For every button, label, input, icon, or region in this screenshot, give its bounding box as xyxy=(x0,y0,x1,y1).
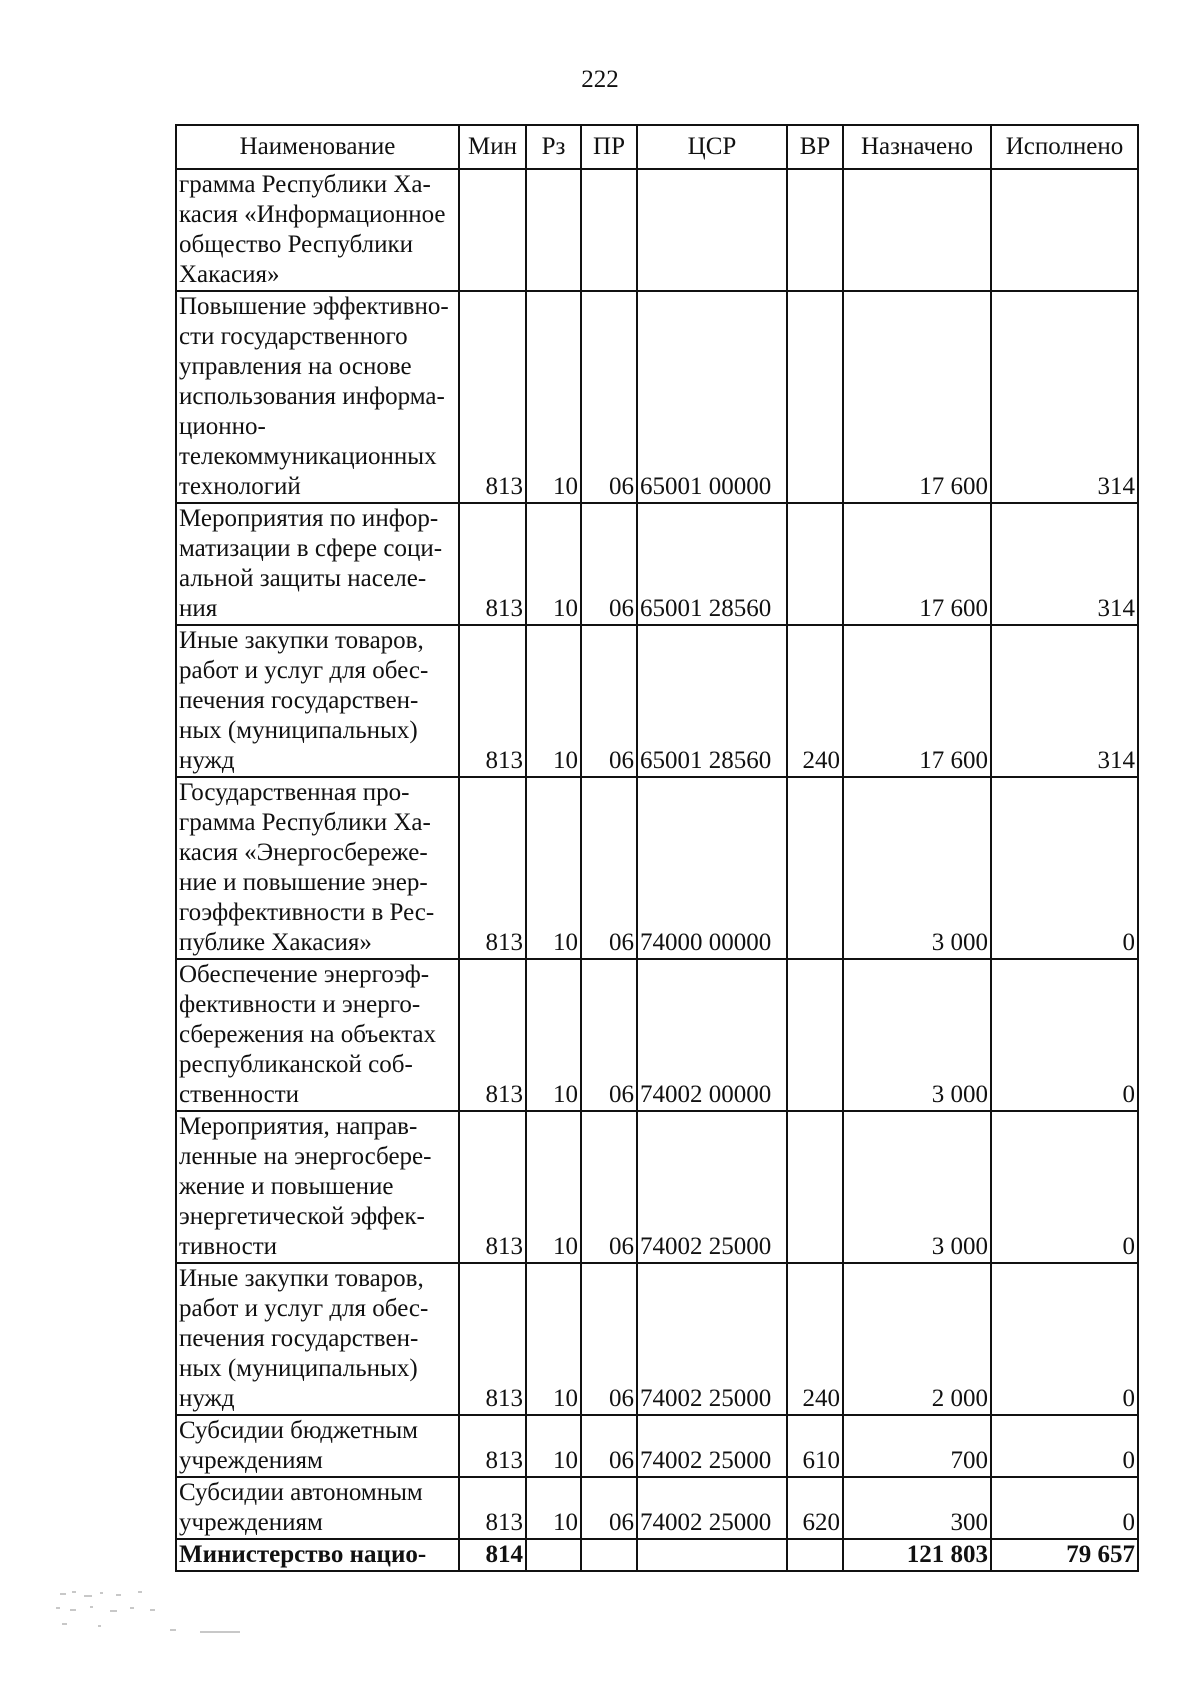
cell-pr xyxy=(581,1539,637,1571)
table-row xyxy=(176,1415,1138,1477)
header-name: Наименование xyxy=(176,125,459,169)
cell-planned: 700 xyxy=(843,1415,991,1477)
cell-csr: 74002 25000 xyxy=(637,1415,787,1477)
cell-csr xyxy=(637,169,787,291)
cell-min: 814 xyxy=(459,1539,526,1571)
cell-executed: 314 xyxy=(991,503,1138,625)
cell-name: Министерство нацио- xyxy=(176,1539,459,1571)
cell-rz: 10 xyxy=(526,625,581,777)
cell-rz: 10 xyxy=(526,1477,581,1539)
cell-pr: 06 xyxy=(581,503,637,625)
cell-executed: 0 xyxy=(991,959,1138,1111)
table-row xyxy=(176,169,1138,291)
cell-csr: 74002 25000 xyxy=(637,1477,787,1539)
cell-rz xyxy=(526,169,581,291)
cell-min: 813 xyxy=(459,625,526,777)
cell-name: Субсидии автономным учреждениям xyxy=(176,1477,459,1539)
cell-pr: 06 xyxy=(581,959,637,1111)
cell-planned: 3 000 xyxy=(843,1111,991,1263)
table-header-row xyxy=(176,125,1138,169)
cell-vr xyxy=(787,169,843,291)
cell-min: 813 xyxy=(459,959,526,1111)
cell-rz: 10 xyxy=(526,959,581,1111)
cell-name: Обеспечение энергоэф- фективности и энерго- сбережения на объектах республиканской соб- ственности xyxy=(176,959,459,1111)
cell-executed xyxy=(991,169,1138,291)
cell-min: 813 xyxy=(459,503,526,625)
cell-csr: 65001 28560 xyxy=(637,503,787,625)
cell-name: Государственная про- грамма Республики Ха- касия «Энергосбереже- ние и повышение энер- гоэффективности в Рес- публике Хакасия» xyxy=(176,777,459,959)
cell-pr: 06 xyxy=(581,1111,637,1263)
cell-planned: 3 000 xyxy=(843,959,991,1111)
cell-executed: 0 xyxy=(991,1415,1138,1477)
cell-name: Иные закупки товаров, работ и услуг для обес- печения государствен- ных (муниципальных) нужд xyxy=(176,625,459,777)
header-planned: Назначено xyxy=(843,125,991,169)
cell-rz: 10 xyxy=(526,1263,581,1415)
cell-pr: 06 xyxy=(581,1263,637,1415)
cell-pr: 06 xyxy=(581,1415,637,1477)
cell-vr xyxy=(787,959,843,1111)
cell-name: Субсидии бюджетным учреждениям xyxy=(176,1415,459,1477)
cell-executed: 0 xyxy=(991,1263,1138,1415)
cell-planned: 3 000 xyxy=(843,777,991,959)
cell-csr: 74002 25000 xyxy=(637,1111,787,1263)
cell-vr: 620 xyxy=(787,1477,843,1539)
cell-min xyxy=(459,169,526,291)
header-vr: ВР xyxy=(787,125,843,169)
header-min: Мин xyxy=(459,125,526,169)
cell-csr: 65001 28560 xyxy=(637,625,787,777)
table-row xyxy=(176,625,1138,777)
page-number: 222 xyxy=(581,66,619,93)
cell-vr xyxy=(787,777,843,959)
cell-planned: 17 600 xyxy=(843,625,991,777)
cell-csr: 74002 25000 xyxy=(637,1263,787,1415)
cell-pr: 06 xyxy=(581,625,637,777)
cell-name: Повышение эффективно- сти государственного управления на основе использования информа- ционно- телекоммуникационных технологий xyxy=(176,291,459,503)
header-rz: Рз xyxy=(526,125,581,169)
cell-rz xyxy=(526,1539,581,1571)
cell-rz: 10 xyxy=(526,1111,581,1263)
cell-planned: 121 803 xyxy=(843,1539,991,1571)
cell-executed: 0 xyxy=(991,1111,1138,1263)
cell-vr xyxy=(787,1111,843,1263)
scan-noise-marks xyxy=(50,1585,280,1645)
table-row xyxy=(176,1111,1138,1263)
cell-name: Иные закупки товаров, работ и услуг для обес- печения государствен- ных (муниципальных) нужд xyxy=(176,1263,459,1415)
cell-name: Мероприятия, направ- ленные на энергосбере- жение и повышение энергетической эффек- тивности xyxy=(176,1111,459,1263)
cell-min: 813 xyxy=(459,1263,526,1415)
cell-name: Мероприятия по инфор- матизации в сфере соци- альной защиты населе- ния xyxy=(176,503,459,625)
cell-rz: 10 xyxy=(526,291,581,503)
cell-executed: 314 xyxy=(991,625,1138,777)
table-row xyxy=(176,777,1138,959)
table-row xyxy=(176,959,1138,1111)
cell-csr: 74000 00000 xyxy=(637,777,787,959)
cell-min: 813 xyxy=(459,1111,526,1263)
cell-vr: 610 xyxy=(787,1415,843,1477)
total-row xyxy=(176,1539,1138,1571)
cell-pr xyxy=(581,169,637,291)
cell-pr: 06 xyxy=(581,291,637,503)
cell-planned: 2 000 xyxy=(843,1263,991,1415)
cell-csr xyxy=(637,1539,787,1571)
cell-executed: 314 xyxy=(991,291,1138,503)
cell-csr: 74002 00000 xyxy=(637,959,787,1111)
cell-executed: 0 xyxy=(991,1477,1138,1539)
header-executed: Исполнено xyxy=(991,125,1138,169)
cell-csr: 65001 00000 xyxy=(637,291,787,503)
cell-min: 813 xyxy=(459,777,526,959)
cell-planned: 17 600 xyxy=(843,503,991,625)
cell-vr xyxy=(787,1539,843,1571)
cell-planned xyxy=(843,169,991,291)
cell-vr: 240 xyxy=(787,625,843,777)
cell-rz: 10 xyxy=(526,503,581,625)
cell-executed: 79 657 xyxy=(991,1539,1138,1571)
cell-min: 813 xyxy=(459,1415,526,1477)
header-csr: ЦСР xyxy=(637,125,787,169)
cell-rz: 10 xyxy=(526,777,581,959)
cell-min: 813 xyxy=(459,1477,526,1539)
table-row xyxy=(176,503,1138,625)
table-row xyxy=(176,291,1138,503)
table-row xyxy=(176,1477,1138,1539)
cell-planned: 17 600 xyxy=(843,291,991,503)
cell-name: грамма Республики Ха- касия «Информационное общество Республики Хакасия» xyxy=(176,169,459,291)
cell-vr xyxy=(787,503,843,625)
cell-pr: 06 xyxy=(581,777,637,959)
cell-min: 813 xyxy=(459,291,526,503)
cell-planned: 300 xyxy=(843,1477,991,1539)
header-pr: ПР xyxy=(581,125,637,169)
cell-vr xyxy=(787,291,843,503)
cell-rz: 10 xyxy=(526,1415,581,1477)
budget-table xyxy=(175,124,1139,1572)
cell-vr: 240 xyxy=(787,1263,843,1415)
cell-executed: 0 xyxy=(991,777,1138,959)
cell-pr: 06 xyxy=(581,1477,637,1539)
table-row xyxy=(176,1263,1138,1415)
